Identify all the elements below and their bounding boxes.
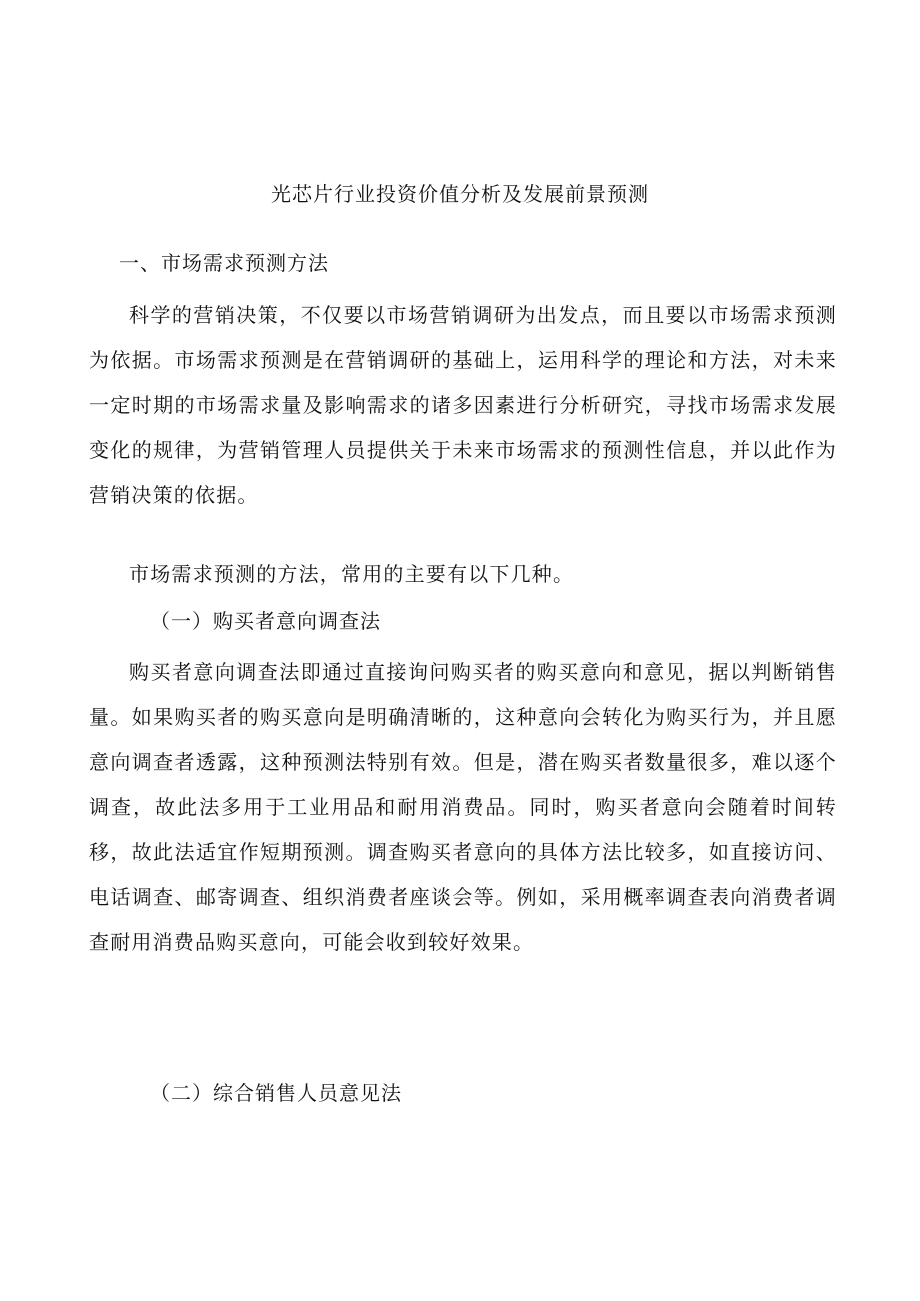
paragraph-buyer-intention-survey: 购买者意向调查法即通过直接询问购买者的购买意向和意见，据以判断销售量。如果购买者的购买意向是明确清晰的，这种意向会转化为购买行为，并且愿意向调查者透露，这种预测法特别有效。但是，潜在购买者数量很多，难以逐个调查，故此法多用于工业用品和耐用消费品。同时，购买者意向会随着时间转移，故此法适宜作短期预测。调查购买者意向的具体方法比较多，如直接访问、电话调查、邮寄调查、组织消费者座谈会等。例如，采用概率调查表向消费者调查耐用消费品购买意向，可能会收到较好效果。 xyxy=(89,660,837,954)
section-heading-market-demand-forecast: 一、市场需求预测方法 xyxy=(119,251,329,275)
document-title: 光芯片行业投资价值分析及发展前景预测 xyxy=(271,182,649,206)
paragraph-marketing-decision: 科学的营销决策，不仅要以市场营销调研为出发点，而且要以市场需求预测为依据。市场需求预测是在营销调研的基础上，运用科学的理论和方法，对未来一定时期的市场需求量及影响需求的诸多因素进行分析研究，寻找市场需求发展变化的规律，为营销管理人员提供关于未来市场需求的预测性信息，并以此作为营销决策的依据。 xyxy=(89,303,837,507)
subsection-heading-sales-staff-opinion: （二）综合销售人员意见法 xyxy=(150,1081,402,1105)
paragraph-forecast-methods-intro: 市场需求预测的方法，常用的主要有以下几种。 xyxy=(129,562,575,586)
subsection-heading-buyer-intention-survey: （一）购买者意向调查法 xyxy=(150,609,381,633)
